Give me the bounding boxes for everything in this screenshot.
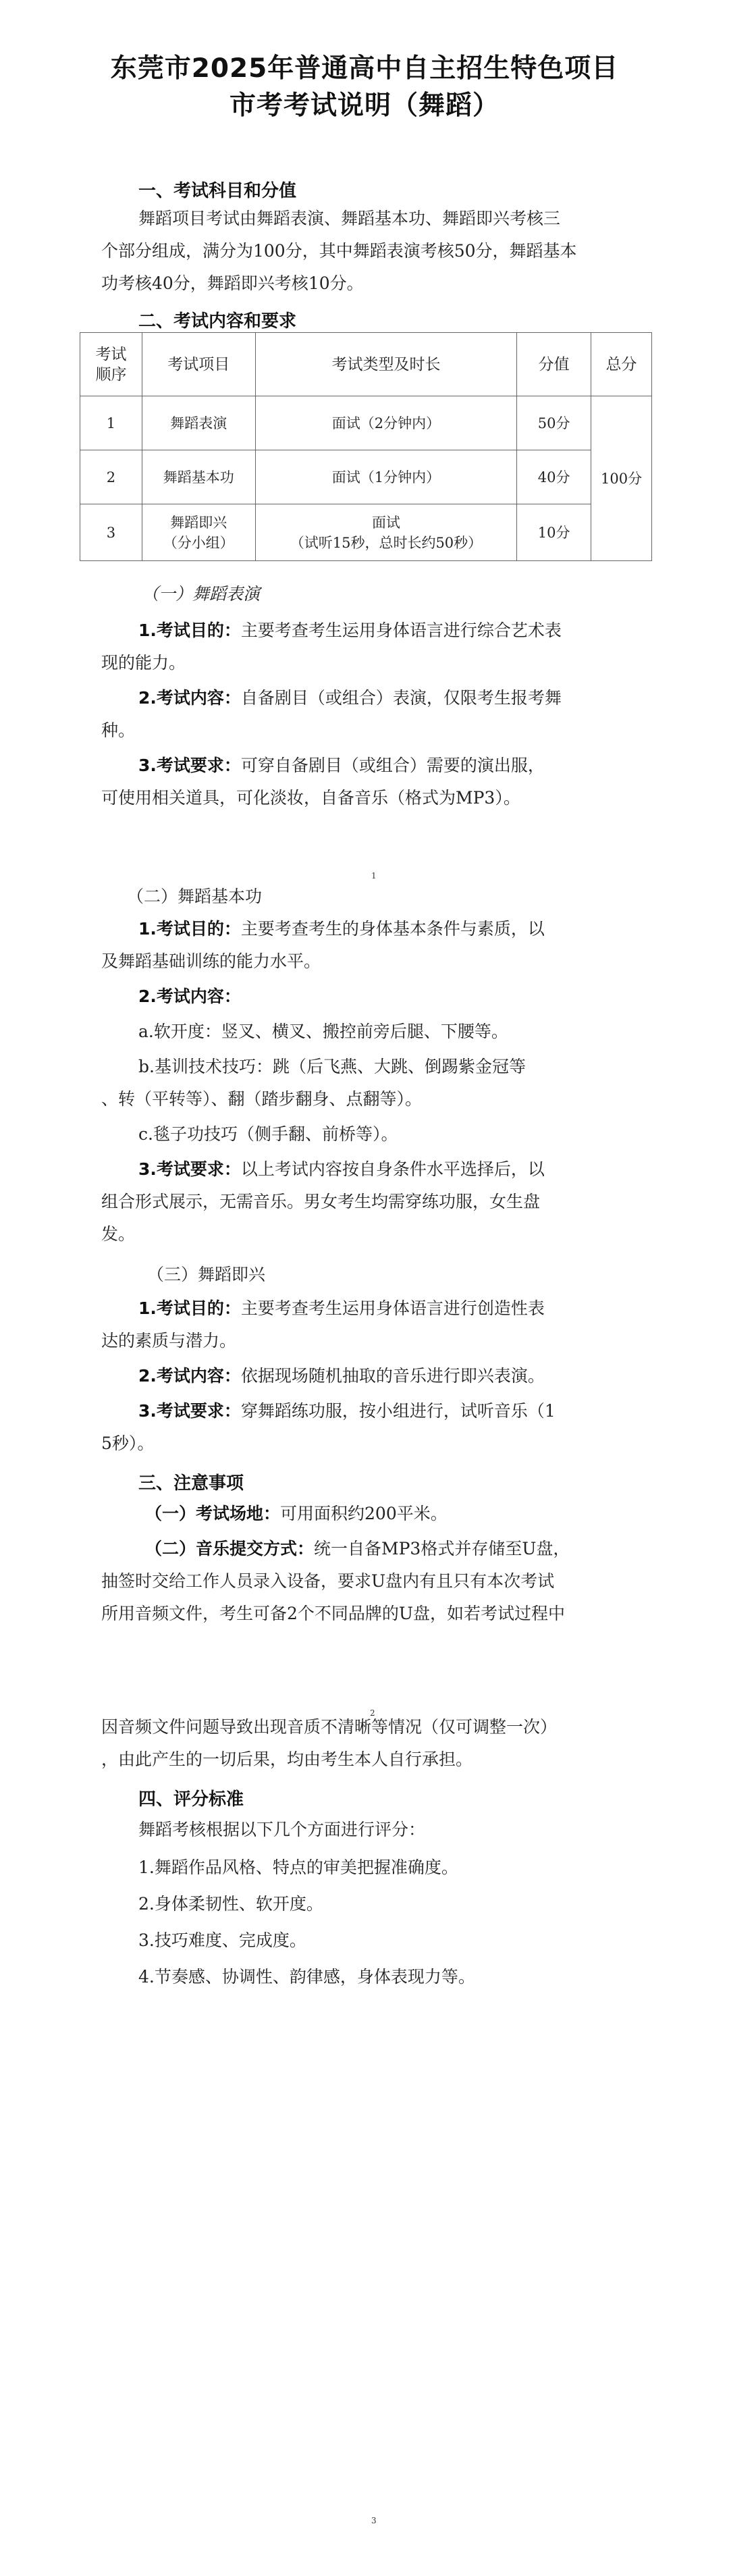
part2-para2-label: 2.考试内容： bbox=[138, 987, 241, 1006]
part1-para2-line2: 种。 bbox=[101, 720, 136, 740]
document-title-line2: 市考考试说明（舞蹈） bbox=[229, 90, 500, 121]
header-order-line2: 顺序 bbox=[95, 365, 127, 384]
table-row bbox=[80, 396, 652, 450]
part3-para1-line2: 达的素质与潜力。 bbox=[101, 1331, 237, 1350]
part3-para2-text: 依据现场随机抽取的音乐进行即兴表演。 bbox=[240, 1366, 545, 1386]
section1-line2: 个部分组成，满分为100分，其中舞蹈表演考核50分，舞蹈基本 bbox=[101, 241, 577, 261]
part3-para3-line1 bbox=[138, 1395, 556, 1427]
section1-heading: 一、考试科目和分值 bbox=[138, 181, 297, 201]
part2-item-a: a.软开度：竖叉、横叉、搬控前旁后腿、下腰等。 bbox=[138, 1022, 508, 1041]
music-line5: ，由此产生的一切后果，均由考生本人自行承担。 bbox=[101, 1750, 473, 1769]
part3-para3-label: 3.考试要求： bbox=[138, 1401, 241, 1421]
part1-para3-label: 3.考试要求： bbox=[138, 756, 241, 775]
header-total: 总分 bbox=[591, 333, 652, 396]
row3-score: 10分 bbox=[517, 504, 591, 561]
part2-item-b-line2: 、转（平转等）、翻（踏步翻身、点翻等）。 bbox=[101, 1089, 423, 1109]
exam-table bbox=[80, 332, 652, 561]
venue-text: 可用面积约200平米。 bbox=[280, 1504, 448, 1523]
part1-para3-line1 bbox=[138, 750, 545, 782]
header-order bbox=[80, 333, 142, 396]
header-type: 考试类型及时长 bbox=[255, 333, 516, 396]
section3-heading: 三、注意事项 bbox=[138, 1473, 244, 1494]
part2-para1-text: 主要考查考生的身体基本条件与素质，以 bbox=[240, 919, 545, 939]
part3-heading: （三）舞蹈即兴 bbox=[147, 1265, 266, 1284]
part2-para3-line1 bbox=[138, 1153, 545, 1186]
table-row bbox=[80, 504, 652, 561]
part2-para1-line2: 及舞蹈基础训练的能力水平。 bbox=[101, 951, 321, 971]
header-item: 考试项目 bbox=[142, 333, 255, 396]
row2-score: 40分 bbox=[517, 450, 591, 504]
part1-para1-label: 1.考试目的： bbox=[138, 621, 241, 640]
header-score: 分值 bbox=[517, 333, 591, 396]
part2-para3-line2: 组合形式展示，无需音乐。男女考生均需穿练功服，女生盘 bbox=[101, 1192, 541, 1211]
criteria-item-3: 3.技巧难度、完成度。 bbox=[138, 1930, 306, 1950]
part2-para3-text: 以上考试内容按自身条件水平选择后，以 bbox=[240, 1159, 545, 1179]
part1-para1-line1 bbox=[138, 614, 562, 647]
part1-para2-text: 自备剧目（或组合）表演，仅限考生报考舞 bbox=[240, 688, 562, 708]
row3-item-line2: （分小组） bbox=[163, 534, 234, 551]
part2-heading: （二）舞蹈基本功 bbox=[127, 887, 263, 906]
header-order-line1: 考试 bbox=[95, 345, 127, 363]
section1-line1: 舞蹈项目考试由舞蹈表演、舞蹈基本功、舞蹈即兴考核三 bbox=[138, 209, 561, 228]
row1-order: 1 bbox=[80, 396, 142, 450]
section4-heading: 四、评分标准 bbox=[138, 1789, 244, 1810]
row3-item-line1: 舞蹈即兴 bbox=[170, 514, 227, 531]
row3-type-line2: （试听15秒，总时长约50秒） bbox=[290, 534, 483, 551]
row3-item bbox=[142, 504, 255, 561]
row3-type bbox=[255, 504, 516, 561]
row1-score: 50分 bbox=[517, 396, 591, 450]
music-line2: 抽签时交给工作人员录入设备，要求U盘内有且只有本次考试 bbox=[101, 1571, 555, 1591]
part1-para2-line1 bbox=[138, 682, 562, 714]
row3-type-line1: 面试 bbox=[371, 514, 400, 531]
part2-item-c: c.毯子功技巧（侧手翻、前桥等）。 bbox=[138, 1124, 398, 1144]
page-number-3: 3 bbox=[371, 2516, 377, 2525]
part3-para2-line1 bbox=[138, 1360, 545, 1392]
part1-heading: （一）舞蹈表演 bbox=[142, 584, 261, 604]
part2-para2-label-line bbox=[138, 980, 241, 1013]
music-text: 统一自备MP3格式并存储至U盘， bbox=[314, 1539, 570, 1558]
row2-order: 2 bbox=[80, 450, 142, 504]
part3-para2-label: 2.考试内容： bbox=[138, 1366, 241, 1386]
row1-type: 面试（2分钟内） bbox=[255, 396, 516, 450]
part1-para1-line2: 现的能力。 bbox=[101, 653, 186, 673]
table-row bbox=[80, 450, 652, 504]
part1-para1-text: 主要考查考生运用身体语言进行综合艺术表 bbox=[240, 621, 562, 640]
music-label: （二）音乐提交方式： bbox=[145, 1539, 315, 1558]
page-number-2: 2 bbox=[370, 1708, 375, 1718]
part3-para1-line1 bbox=[138, 1292, 545, 1325]
criteria-item-4: 4.节奏感、协调性、韵律感，身体表现力等。 bbox=[138, 1967, 475, 1987]
table-header-row bbox=[80, 333, 652, 396]
music-line1 bbox=[145, 1533, 570, 1565]
part1-para2-label: 2.考试内容： bbox=[138, 688, 241, 708]
page-number-1: 1 bbox=[371, 871, 377, 880]
row1-item: 舞蹈表演 bbox=[142, 396, 255, 450]
part2-para3-label: 3.考试要求： bbox=[138, 1159, 241, 1179]
criteria-item-2: 2.身体柔韧性、软开度。 bbox=[138, 1894, 323, 1914]
part1-para3-text: 可穿自备剧目（或组合）需要的演出服， bbox=[240, 756, 545, 775]
row2-type: 面试（1分钟内） bbox=[255, 450, 516, 504]
row3-order: 3 bbox=[80, 504, 142, 561]
part2-para1-line1 bbox=[138, 913, 545, 945]
part3-para1-text: 主要考查考生运用身体语言进行创造性表 bbox=[240, 1298, 545, 1318]
part2-para3-line3: 发。 bbox=[101, 1224, 136, 1244]
section2-heading: 二、考试内容和要求 bbox=[138, 311, 297, 332]
venue-label: （一）考试场地： bbox=[145, 1504, 281, 1523]
row2-item: 舞蹈基本功 bbox=[142, 450, 255, 504]
part1-para3-line2: 可使用相关道具，可化淡妆，自备音乐（格式为MP3）。 bbox=[101, 788, 520, 808]
part3-para1-label: 1.考试目的： bbox=[138, 1298, 241, 1318]
part2-para1-label: 1.考试目的： bbox=[138, 919, 241, 939]
music-line3: 所用音频文件，考生可备2个不同品牌的U盘，如若考试过程中 bbox=[101, 1604, 565, 1623]
music-line4: 因音频文件问题导致出现音质不清晰等情况（仅可调整一次） bbox=[101, 1717, 558, 1737]
section1-line3: 功考核40分，舞蹈即兴考核10分。 bbox=[101, 273, 364, 293]
table-total: 100分 bbox=[591, 396, 652, 561]
section4-intro: 舞蹈考核根据以下几个方面进行评分： bbox=[138, 1820, 426, 1839]
venue-line bbox=[145, 1498, 448, 1530]
criteria-item-1: 1.舞蹈作品风格、特点的审美把握准确度。 bbox=[138, 1858, 458, 1877]
part2-item-b-line1: b.基训技术技巧：跳（后飞燕、大跳、倒踢紫金冠等 bbox=[138, 1057, 526, 1076]
document-title-line1: 东莞市2025年普通高中自主招生特色项目 bbox=[110, 53, 619, 84]
part3-para3-line2: 5秒）。 bbox=[101, 1434, 155, 1453]
part3-para3-text: 穿舞蹈练功服，按小组进行，试听音乐（1 bbox=[240, 1401, 556, 1421]
